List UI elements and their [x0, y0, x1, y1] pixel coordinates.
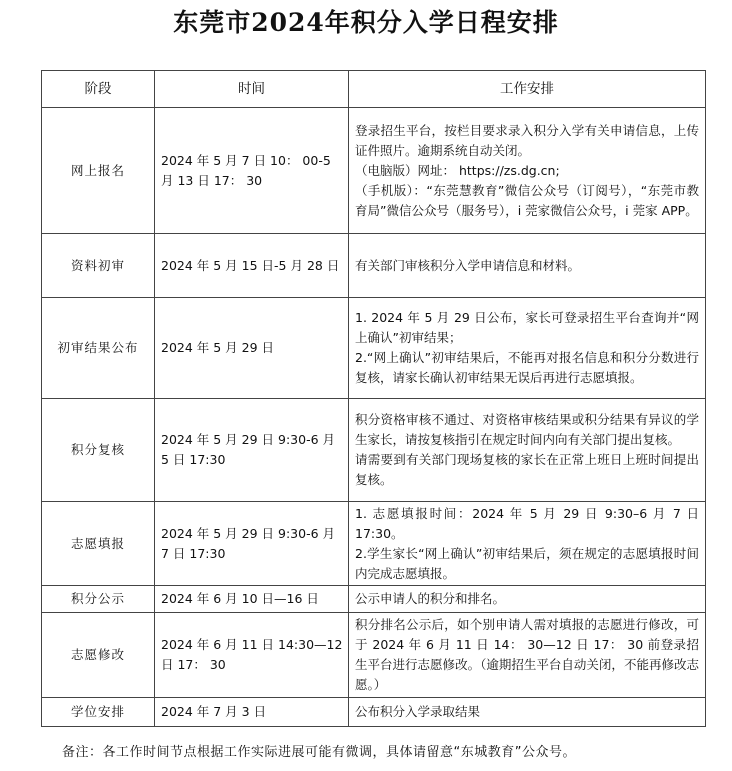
arrangement-line: 2.“网上确认”初审结果后，不能再对报名信息和积分分数进行复核，请家长确认初审结果无误后再进行志愿填报。 — [355, 350, 699, 385]
table-row — [42, 613, 706, 698]
time-cell: 2024 年 5 月 29 日 9:30-6 月 5 日 17:30 — [155, 399, 349, 502]
time-cell: 2024 年 6 月 11 日 14:30—12 日 17： 30 — [155, 613, 349, 698]
table-row — [42, 502, 706, 586]
stage-cell: 积分公示 — [42, 586, 155, 613]
stage-cell: 积分复核 — [42, 399, 155, 502]
arrangement-line: （手机版）：“东莞慧教育”微信公众号（订阅号），“东莞市教育局”微信公众号（服务号），i 莞家微信公众号，i 莞家 APP。 — [355, 182, 699, 218]
stage-cell: 志愿修改 — [42, 613, 155, 698]
table-row — [42, 698, 706, 727]
schedule-table — [41, 70, 706, 727]
table-row — [42, 234, 706, 298]
stage-cell: 志愿填报 — [42, 502, 155, 586]
arrangement-line: 2.学生家长“网上确认”初审结果后，须在规定的志愿填报时间内完成志愿填报。 — [355, 545, 699, 581]
arrangement-cell — [349, 298, 706, 399]
header-arrangement: 工作安排 — [349, 71, 706, 108]
time-cell: 2024 年 5 月 29 日 9:30-6 月 7 日 17:30 — [155, 502, 349, 586]
arrangement-line: （电脑版）网址： https://zs.dg.cn; — [355, 162, 560, 178]
stage-cell: 资料初审 — [42, 234, 155, 298]
table-row — [42, 399, 706, 502]
footnote: 备注：各工作时间节点根据工作实际进展可能有微调，具体请留意“东城教育”公众号。 — [62, 745, 576, 760]
arrangement-line: 积分资格审核不通过、对资格审核结果或积分结果有异议的学生家长，请按复核指引在规定时间内向有关部门提出复核。 — [355, 412, 699, 447]
time-cell: 2024 年 6 月 10 日—16 日 — [155, 586, 349, 613]
table-row — [42, 586, 706, 613]
arrangement-cell — [349, 399, 706, 502]
time-cell: 2024 年 5 月 29 日 — [155, 298, 349, 399]
arrangement-cell — [349, 586, 706, 613]
table-row — [42, 298, 706, 399]
arrangement-line: 登录招生平台，按栏目要求录入积分入学有关申请信息，上传证件照片。逾期系统自动关闭。 — [355, 122, 699, 158]
stage-cell: 学位安排 — [42, 698, 155, 727]
arrangement-line: 公示申请人的积分和排名。 — [355, 591, 506, 606]
arrangement-cell — [349, 234, 706, 298]
arrangement-cell — [349, 613, 706, 698]
page-title: 东莞市2024年积分入学日程安排 — [173, 8, 559, 37]
stage-cell: 网上报名 — [42, 108, 155, 234]
arrangement-cell — [349, 698, 706, 727]
time-cell: 2024 年 5 月 7 日 10： 00-5 月 13 日 17： 30 — [155, 108, 349, 234]
time-cell: 2024 年 7 月 3 日 — [155, 698, 349, 727]
table-header-row — [42, 71, 706, 108]
arrangement-line: 有关部门审核积分入学申请信息和材料。 — [355, 257, 581, 273]
arrangement-cell — [349, 108, 706, 234]
arrangement-line: 积分排名公示后，如个别申请人需对填报的志愿进行修改，可于 2024 年 6 月 11 日 14： 30—12 日 17： 30 前登录招生平台进行志愿修改。（逾期招生平台自动关闭，不能再修改志愿。） — [355, 617, 699, 692]
arrangement-line: 1. 志愿填报时间：2024 年 5 月 29 日 9:30–6 月 7 日 17:30。 — [355, 505, 699, 541]
header-time: 时间 — [155, 71, 349, 108]
stage-cell: 初审结果公布 — [42, 298, 155, 399]
time-cell: 2024 年 5 月 15 日-5 月 28 日 — [155, 234, 349, 298]
arrangement-line: 公布积分入学录取结果 — [355, 704, 481, 719]
header-stage: 阶段 — [42, 71, 155, 108]
table-row — [42, 108, 706, 234]
arrangement-line: 请需要到有关部门现场复核的家长在正常上班日上班时间提出复核。 — [355, 452, 699, 487]
arrangement-line: 1. 2024 年 5 月 29 日公布，家长可登录招生平台查询并“网上确认”初审结果； — [355, 310, 699, 345]
arrangement-cell — [349, 502, 706, 586]
